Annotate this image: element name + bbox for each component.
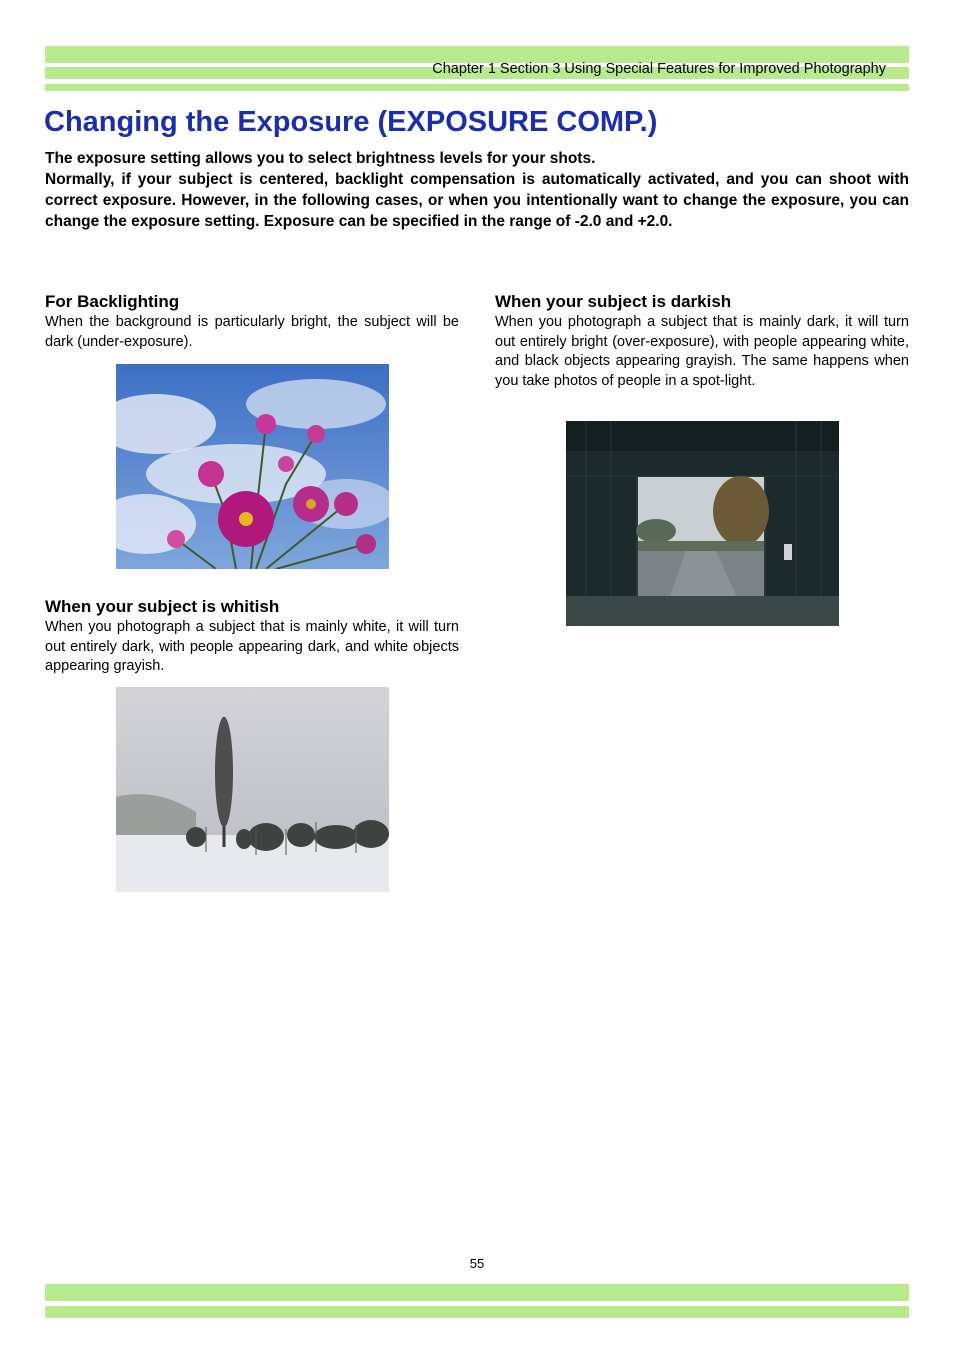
footer-band-bottom xyxy=(45,1306,909,1318)
page-number: 55 xyxy=(469,1256,485,1271)
section-backlighting xyxy=(45,291,459,352)
page-title: Changing the Exposure (EXPOSURE COMP.) xyxy=(44,106,658,138)
section-body-darkish: When you photograph a subject that is mainly dark, it will turn out entirely bright (over-exposure), with people appearing white, and black objects appearing grayish. The same happens when you take photos of people in a spot-light. xyxy=(495,314,909,389)
photo-dark-gate xyxy=(566,421,839,626)
section-whitish xyxy=(45,596,459,677)
section-darkish xyxy=(495,291,909,391)
chapter-header: Chapter 1 Section 3 Using Special Features for Improved Photography xyxy=(432,61,886,77)
footer-band-top xyxy=(45,1284,909,1301)
intro-paragraph-2: Normally, if your subject is centered, backlight compensation is automatically activated, and you can shoot with correct exposure. However, in the following cases, or when you intentionally want to change the exposure, you can change the exposure setting. Exposure can be specified in the range of -2.0 and +2.0. xyxy=(45,171,909,230)
section-body-backlighting: When the background is particularly bright, the subject will be dark (under-exposure). xyxy=(45,314,459,350)
section-body-whitish: When you photograph a subject that is mainly white, it will turn out entirely dark, with people appearing dark, and white objects appearing grayish. xyxy=(45,619,459,674)
intro-paragraph-1: The exposure setting allows you to select brightness levels for your shots. xyxy=(45,150,596,167)
header-band-bottom xyxy=(45,84,909,91)
section-heading-backlighting: For Backlighting xyxy=(45,292,180,311)
section-heading-darkish: When your subject is darkish xyxy=(495,292,732,311)
section-heading-whitish: When your subject is whitish xyxy=(45,597,280,616)
intro-text xyxy=(45,148,909,232)
photo-snow-field xyxy=(116,687,389,892)
photo-backlit-flowers xyxy=(116,364,389,569)
